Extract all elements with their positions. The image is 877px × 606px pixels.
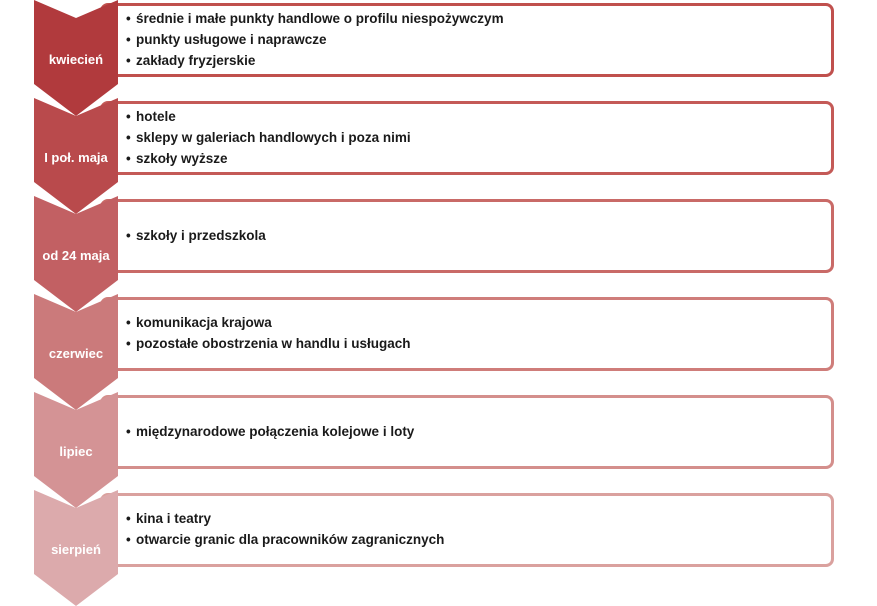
bullet-item: • szkoły wyższe: [126, 148, 411, 169]
bullet-item: • zakłady fryzjerskie: [126, 50, 504, 71]
bullet-item: • punkty usługowe i naprawcze: [126, 29, 504, 50]
stage-2: [0, 98, 877, 196]
stage-content-box: [100, 3, 834, 77]
stage-chevron: [34, 0, 118, 116]
stage-bullet-list: [126, 508, 444, 550]
bullet-item: • średnie i małe punkty handlowe o profilu niespożywczym: [126, 8, 504, 29]
stage-bullet-list: [126, 421, 414, 442]
bullet-item: • sklepy w galeriach handlowych i poza nimi: [126, 127, 411, 148]
stage-bullet-list: [126, 312, 411, 354]
stage-content-box: [100, 199, 834, 273]
stage-label: lipiec: [59, 444, 93, 459]
bullet-item: • kina i teatry: [126, 508, 444, 529]
stage-label: sierpień: [51, 542, 101, 557]
bullet-item: • otwarcie granic dla pracowników zagranicznych: [126, 529, 444, 550]
stage-content-box: [100, 297, 834, 371]
stage-content-box: [100, 493, 834, 567]
stage-bullet-list: [126, 8, 504, 71]
stage-content-box: [100, 395, 834, 469]
stage-label: I poł. maja: [44, 150, 108, 165]
stage-content-box: [100, 101, 834, 175]
stage-bullet-list: [126, 106, 411, 169]
stage-6: [0, 490, 877, 588]
stage-4: [0, 294, 877, 392]
stage-1: [0, 0, 877, 98]
bullet-item: • komunikacja krajowa: [126, 312, 411, 333]
stage-3: [0, 196, 877, 294]
stage-label: czerwiec: [48, 346, 104, 361]
stage-label: kwiecień: [48, 52, 104, 67]
stage-label: od 24 maja: [42, 248, 110, 263]
bullet-item: • pozostałe obostrzenia w handlu i usługach: [126, 333, 411, 354]
stage-5: [0, 392, 877, 490]
stage-bullet-list: [126, 225, 266, 246]
bullet-item: • hotele: [126, 106, 411, 127]
bullet-item: • międzynarodowe połączenia kolejowe i loty: [126, 421, 414, 442]
bullet-item: • szkoły i przedszkola: [126, 225, 266, 246]
